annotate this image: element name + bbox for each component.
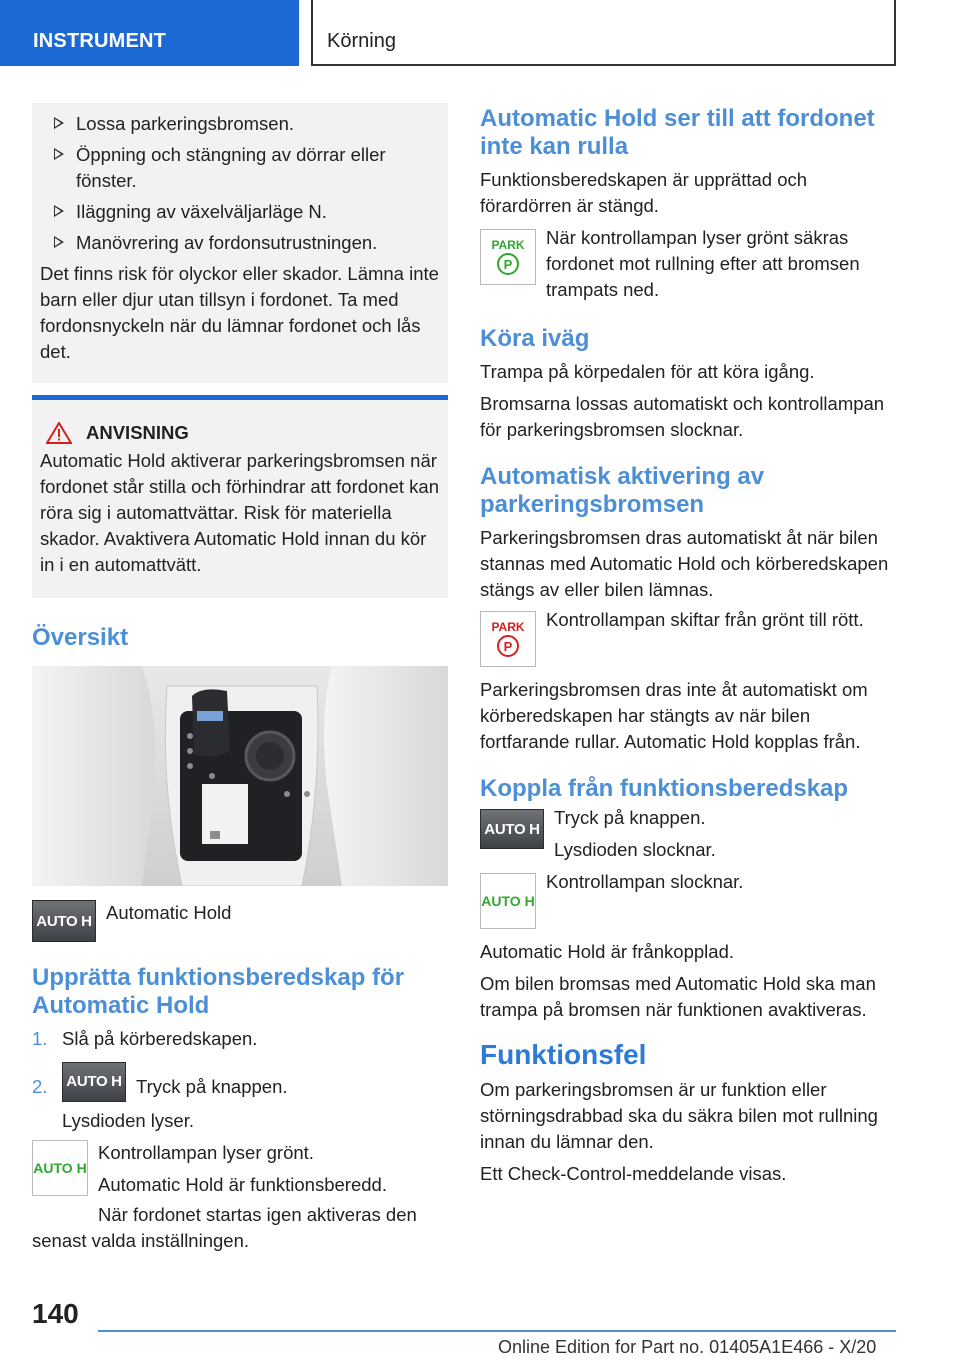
auto-hold-indicator-green-icon: AUTO H bbox=[32, 1140, 88, 1196]
led-on-text: Lysdioden lyser. bbox=[62, 1110, 194, 1131]
bullet-list bbox=[40, 111, 440, 256]
center-console-illustration bbox=[32, 666, 448, 886]
triangle-bullet-icon bbox=[54, 117, 64, 129]
drive-off-p1: Trampa på körpedalen för att köra igång. bbox=[480, 361, 815, 382]
list-item: Öppning och stängning av dörrar eller fönster. bbox=[40, 142, 440, 194]
park-green-text: När kontrollampan lyser grönt säkras fordonet mot rullning efter att bromsen trampats ned. bbox=[546, 227, 860, 300]
setup-steps bbox=[32, 1026, 448, 1102]
list-item: Lossa parkeringsbromsen. bbox=[40, 111, 440, 137]
triangle-bullet-icon bbox=[54, 205, 64, 217]
auto-hold-caption-row bbox=[32, 900, 448, 942]
disable-button-row bbox=[480, 809, 898, 863]
auto-hold-button-icon: AUTO H bbox=[480, 809, 544, 849]
led-off-text: Lysdioden slocknar. bbox=[554, 839, 716, 860]
malfunction-p1: Om parkeringsbromsen är ur funktion eller störningsdrabbad ska du säkra bilen mot rullning innan du lämnar den. bbox=[480, 1079, 878, 1152]
press-button-text: Tryck på knappen. bbox=[554, 807, 706, 828]
edition-text: Online Edition for Part no. 01405A1E466 - X/20 bbox=[498, 1337, 877, 1357]
hold-heading: Automatic Hold ser till att fordonet inte kan rulla bbox=[480, 105, 875, 160]
park-red-text: Kontrollampan skiftar från grönt till rött. bbox=[546, 609, 864, 630]
right-column bbox=[480, 103, 898, 1187]
hold-paragraph: Funktionsberedskapen är upprättad och förardörren är stängd. bbox=[480, 169, 808, 216]
list-item: 2. AUTO H Tryck på knappen. bbox=[32, 1062, 448, 1102]
section-tab[interactable]: INSTRUMENT bbox=[0, 0, 299, 66]
center-console-photo bbox=[32, 666, 448, 886]
warning-box bbox=[32, 103, 448, 383]
page-number: 140 bbox=[32, 1298, 79, 1329]
list-item: 1. Slå på körberedskapen. bbox=[32, 1028, 258, 1049]
ready-text: Automatic Hold är funktionsberedd. bbox=[98, 1174, 387, 1195]
warning-triangle-icon bbox=[46, 422, 72, 444]
auto-hold-button-icon: AUTO H bbox=[32, 900, 96, 942]
drive-off-heading: Köra iväg bbox=[480, 325, 590, 352]
triangle-bullet-icon bbox=[54, 236, 64, 248]
auto-hold-caption: Automatic Hold bbox=[106, 902, 232, 923]
restart-text: När fordonet startas igen aktiveras den senast valda inställningen. bbox=[32, 1204, 417, 1251]
drive-off-p2: Bromsarna lossas automatiskt och kontrollampan för parkeringsbromsen slocknar. bbox=[480, 393, 885, 440]
page-header bbox=[0, 0, 960, 66]
note-text: Automatic Hold aktiverar parkeringsbromsen när fordonet står stilla och förhindrar att fordonet kan röra sig i automattvättar. Risk för materiella skador. Avaktivera Automatic Hold innan du kör in i en automattvätt. bbox=[40, 450, 439, 575]
list-item: Iläggning av växelväljarläge N. bbox=[40, 199, 440, 225]
disabled-text: Automatic Hold är frånkopplad. bbox=[480, 941, 734, 962]
auto-hold-indicator-off-icon: AUTO H bbox=[480, 873, 536, 929]
list-item: Manövrering av fordonsutrustningen. bbox=[40, 230, 440, 256]
auto-activation-heading: Automatisk aktivering av parkeringsbromsen bbox=[480, 463, 765, 518]
park-indicator-green-icon: PARK P bbox=[480, 229, 536, 285]
park-indicator-red-icon: PARK P bbox=[480, 611, 536, 667]
overview-heading: Översikt bbox=[32, 624, 129, 651]
setup-heading: Upprätta funktionsberedskap för Automatic Hold bbox=[32, 964, 405, 1019]
risk-text: Det finns risk för olyckor eller skador. Lämna inte barn eller djur utan tillsyn i fordonet. Ta med fordonsnyckeln när du lämnar fordonet och lås det. bbox=[40, 263, 439, 362]
note-box bbox=[32, 395, 448, 598]
park-green-row bbox=[480, 229, 898, 303]
footer-divider bbox=[98, 1330, 896, 1332]
disable-heading: Koppla från funktionsberedskap bbox=[480, 775, 849, 802]
malfunction-p2: Ett Check-Control-meddelande visas. bbox=[480, 1163, 787, 1184]
auto-hold-button-icon: AUTO H bbox=[62, 1062, 126, 1102]
lamp-off-text: Kontrollampan slocknar. bbox=[546, 871, 744, 892]
malfunction-heading: Funktionsfel bbox=[480, 1039, 647, 1070]
lamp-green-row bbox=[32, 1140, 448, 1198]
triangle-bullet-icon bbox=[54, 148, 64, 160]
chapter-title: Körning bbox=[311, 0, 896, 66]
auto-activation-paragraph: Parkeringsbromsen dras automatiskt åt när bilen stannas med Automatic Hold och körberedskapen stängs av eller bilen lämnas. bbox=[480, 527, 889, 600]
left-column bbox=[32, 103, 448, 1254]
brake-note-text: Om bilen bromsas med Automatic Hold ska man trampa på bromsen när funktionen avaktiveras. bbox=[480, 973, 876, 1020]
park-red-row bbox=[480, 611, 898, 667]
lamp-green-text: Kontrollampan lyser grönt. bbox=[98, 1142, 314, 1163]
no-auto-apply-text: Parkeringsbromsen dras inte åt automatiskt om körberedskapen har stängts av när bilen fortfarande rullar. Automatic Hold kopplas från. bbox=[480, 679, 868, 752]
note-title: ANVISNING bbox=[40, 422, 440, 444]
lamp-off-row bbox=[480, 873, 898, 929]
